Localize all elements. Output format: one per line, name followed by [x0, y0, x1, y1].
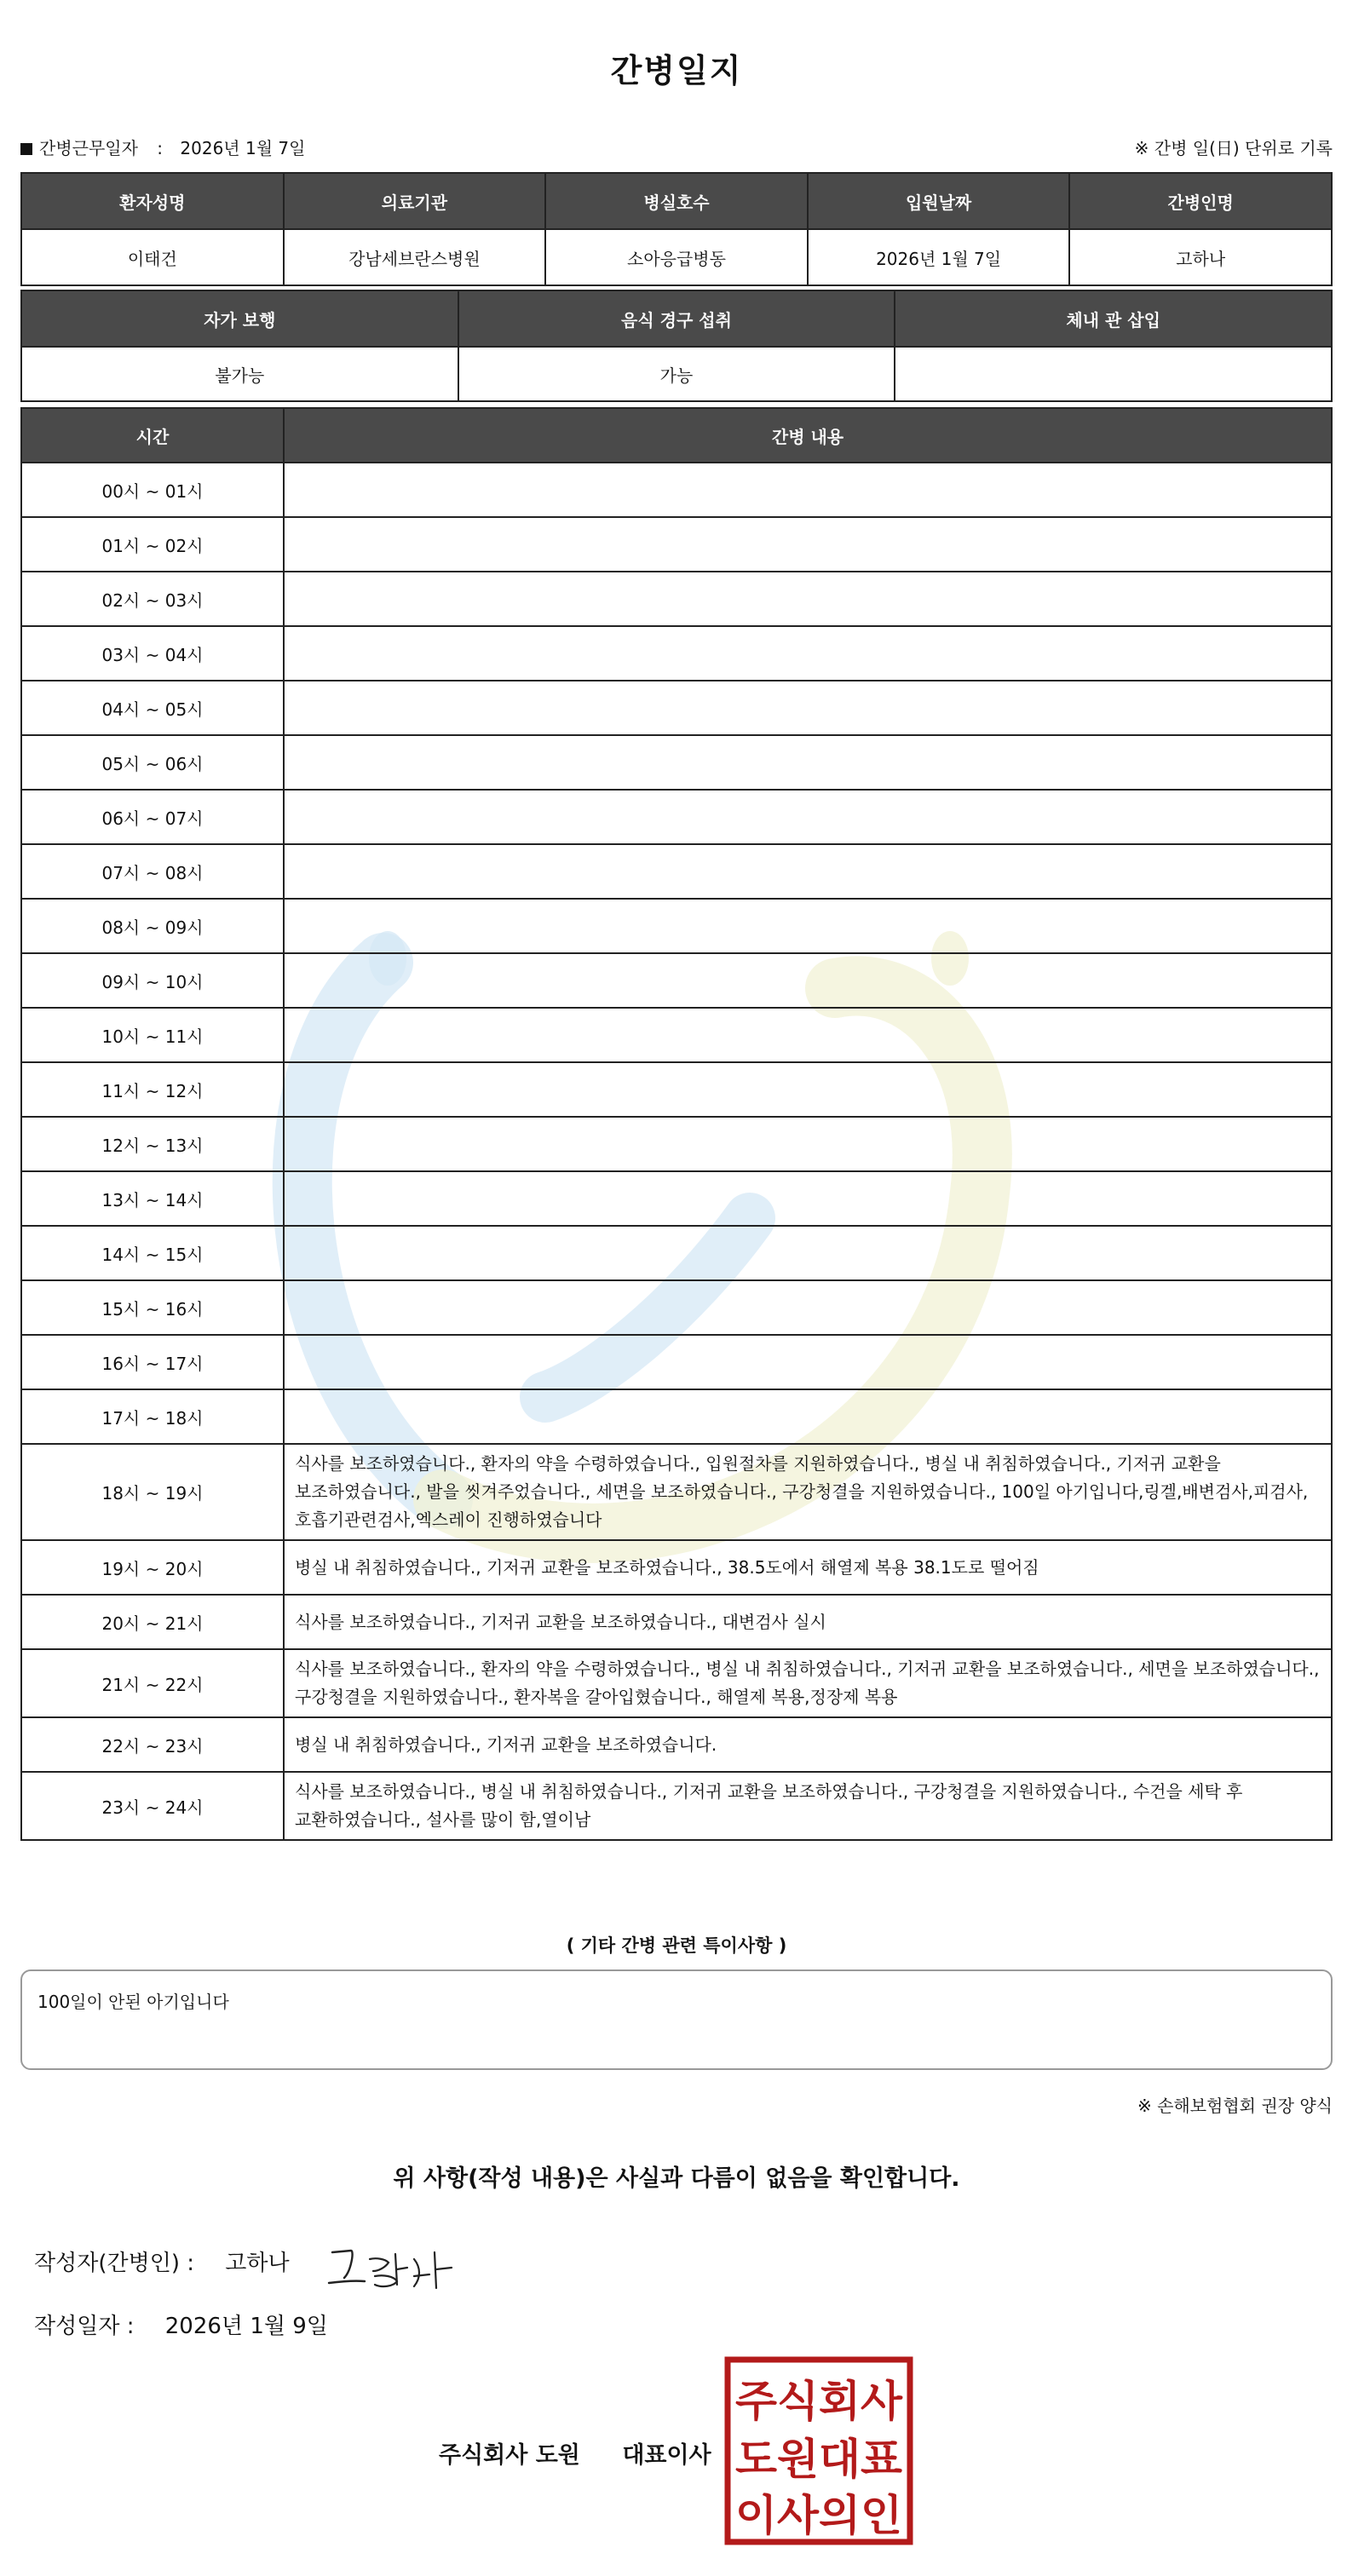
- caregiver-name: 고하나: [1069, 229, 1332, 285]
- log-content-cell: [284, 1389, 1332, 1444]
- log-row: [21, 1171, 1332, 1226]
- tube-insertion-value: [895, 347, 1332, 401]
- room-number: 소아응급병동: [545, 229, 808, 285]
- log-time-cell: 01시 ~ 02시: [21, 517, 284, 572]
- log-content-cell: 식사를 보조하였습니다., 환자의 약을 수령하였습니다., 입원절차를 지원하였습니다., 병실 내 취침하였습니다., 기저귀 교환을 보조하였습니다., 발을 씻겨주었습니다., 세면을 보조하였습니다., 구강청결을 지원하였습니다., 100일 아기입니다,링겔,배변검사,피검사, 호흡기관련검사,엑스레이 진행하였습니다: [284, 1444, 1332, 1540]
- log-content-cell: [284, 1280, 1332, 1335]
- square-bullet-icon: [20, 143, 32, 155]
- log-time-cell: 17시 ~ 18시: [21, 1389, 284, 1444]
- author-name: 고하나: [225, 2251, 290, 2276]
- hospital-name: 강남세브란스병원: [284, 229, 546, 285]
- document-title: 간병일지: [610, 52, 743, 89]
- oral-intake-value: 가능: [458, 347, 895, 401]
- log-content-cell: [284, 626, 1332, 681]
- log-row: [21, 626, 1332, 681]
- work-date-value: 2026년 1월 7일: [180, 138, 306, 158]
- log-row: [21, 1226, 1332, 1280]
- log-row: [21, 1117, 1332, 1171]
- log-row: [21, 1008, 1332, 1062]
- log-time-cell: 15시 ~ 16시: [21, 1280, 284, 1335]
- patient-info-table: [20, 172, 1333, 286]
- log-time-cell: 18시 ~ 19시: [21, 1444, 284, 1540]
- header-hospital: 의료기관: [284, 173, 546, 229]
- log-row: [21, 517, 1332, 572]
- log-content-cell: [284, 735, 1332, 790]
- svg-text:도원대표: 도원대표: [735, 2435, 903, 2484]
- log-time-cell: 20시 ~ 21시: [21, 1595, 284, 1649]
- log-time-cell: 06시 ~ 07시: [21, 790, 284, 844]
- log-time-cell: 19시 ~ 20시: [21, 1540, 284, 1595]
- header-caregiver-name: 간병인명: [1069, 173, 1332, 229]
- log-time-cell: 12시 ~ 13시: [21, 1117, 284, 1171]
- log-time-cell: 09시 ~ 10시: [21, 953, 284, 1008]
- written-date-row: [34, 2309, 328, 2340]
- log-row: [21, 572, 1332, 626]
- log-time-cell: 02시 ~ 03시: [21, 572, 284, 626]
- log-row: [21, 790, 1332, 844]
- log-content-cell: [284, 463, 1332, 517]
- log-row: [21, 1717, 1332, 1772]
- company-signature-line: [439, 2436, 711, 2470]
- log-content-cell: 병실 내 취침하였습니다., 기저귀 교환을 보조하였습니다.: [284, 1717, 1332, 1772]
- log-row: [21, 1335, 1332, 1389]
- log-row: [21, 1540, 1332, 1595]
- admission-date: 2026년 1월 7일: [808, 229, 1070, 285]
- log-content-cell: [284, 790, 1332, 844]
- form-source-note: ※ 손해보험협회 권장 양식: [1137, 2096, 1333, 2116]
- log-row: [21, 953, 1332, 1008]
- log-time-cell: 11시 ~ 12시: [21, 1062, 284, 1117]
- log-content-cell: 병실 내 취침하였습니다., 기저귀 교환을 보조하였습니다., 38.5도에서 해열제 복용 38.1도로 떨어짐: [284, 1540, 1332, 1595]
- log-time-cell: 05시 ~ 06시: [21, 735, 284, 790]
- log-time-cell: 13시 ~ 14시: [21, 1171, 284, 1226]
- log-content-cell: 식사를 보조하였습니다., 병실 내 취침하였습니다., 기저귀 교환을 보조하였습니다., 구강청결을 지원하였습니다., 수건을 세탁 후 교환하였습니다., 설사를 많이 함,열이남: [284, 1772, 1332, 1840]
- header-time: 시간: [21, 408, 284, 463]
- log-content-cell: [284, 572, 1332, 626]
- log-time-cell: 00시 ~ 01시: [21, 463, 284, 517]
- log-content-cell: [284, 1117, 1332, 1171]
- self-walking-value: 불가능: [21, 347, 458, 401]
- header-room: 병실호수: [545, 173, 808, 229]
- log-row: [21, 735, 1332, 790]
- log-row: [21, 1649, 1332, 1717]
- log-content-cell: [284, 1008, 1332, 1062]
- special-notes-box: [20, 1969, 1333, 2070]
- log-content-cell: [284, 899, 1332, 953]
- log-row: [21, 1062, 1332, 1117]
- author-row: [34, 2245, 290, 2277]
- log-content-cell: [284, 1226, 1332, 1280]
- author-label: 작성자(간병인) :: [34, 2251, 195, 2276]
- patient-name: 이태건: [21, 229, 284, 285]
- log-time-cell: 21시 ~ 22시: [21, 1649, 284, 1717]
- header-admission-date: 입원날짜: [808, 173, 1070, 229]
- work-date-row: [20, 135, 305, 159]
- work-date-label: 간병근무일자: [39, 138, 138, 158]
- log-content-cell: 식사를 보조하였습니다., 환자의 약을 수령하였습니다., 병실 내 취침하였습니다., 기저귀 교환을 보조하였습니다., 세면을 보조하였습니다., 구강청결을 지원하였습니다., 환자복을 갈아입혔습니다., 해열제 복용,정장제 복용: [284, 1649, 1332, 1717]
- header-care-content: 간병 내용: [284, 408, 1332, 463]
- log-content-cell: [284, 844, 1332, 899]
- log-content-cell: [284, 1335, 1332, 1389]
- log-content-cell: 식사를 보조하였습니다., 기저귀 교환을 보조하였습니다., 대변검사 실시: [284, 1595, 1332, 1649]
- work-date-separator: :: [157, 138, 164, 158]
- notes-heading: ( 기타 간병 관련 특이사항 ): [566, 1935, 787, 1956]
- log-row: [21, 899, 1332, 953]
- ceo-title: 대표이사: [622, 2442, 711, 2469]
- log-time-cell: 14시 ~ 15시: [21, 1226, 284, 1280]
- log-time-cell: 04시 ~ 05시: [21, 681, 284, 735]
- log-content-cell: [284, 517, 1332, 572]
- patient-condition-table: [20, 290, 1333, 402]
- log-time-cell: 10시 ~ 11시: [21, 1008, 284, 1062]
- log-row: [21, 1444, 1332, 1540]
- log-row: [21, 1389, 1332, 1444]
- log-row: [21, 1772, 1332, 1840]
- log-time-cell: 16시 ~ 17시: [21, 1335, 284, 1389]
- header-self-walking: 자가 보행: [21, 290, 458, 347]
- company-name: 주식회사 도원: [439, 2442, 580, 2469]
- log-row: [21, 681, 1332, 735]
- log-time-cell: 07시 ~ 08시: [21, 844, 284, 899]
- log-time-cell: 08시 ~ 09시: [21, 899, 284, 953]
- handwritten-signature: [325, 2234, 470, 2295]
- log-time-cell: 22시 ~ 23시: [21, 1717, 284, 1772]
- company-seal-stamp: [724, 2356, 913, 2545]
- log-time-cell: 03시 ~ 04시: [21, 626, 284, 681]
- svg-text:이사의인: 이사의인: [735, 2491, 902, 2540]
- log-row: [21, 1280, 1332, 1335]
- written-date-value: 2026년 1월 9일: [164, 2314, 328, 2339]
- svg-text:주식회사: 주식회사: [735, 2377, 903, 2426]
- log-content-cell: [284, 681, 1332, 735]
- header-oral-intake: 음식 경구 섭취: [458, 290, 895, 347]
- log-content-cell: [284, 1171, 1332, 1226]
- special-notes-text: 100일이 안된 아기입니다: [37, 1992, 229, 2012]
- confirmation-statement: 위 사항(작성 내용)은 사실과 다름이 없음을 확인합니다.: [393, 2165, 960, 2192]
- log-time-cell: 23시 ~ 24시: [21, 1772, 284, 1840]
- unit-note: ※ 간병 일(日) 단위로 기록: [1134, 138, 1333, 158]
- log-row: [21, 463, 1332, 517]
- written-date-label: 작성일자 :: [34, 2314, 135, 2339]
- log-content-cell: [284, 953, 1332, 1008]
- header-patient-name: 환자성명: [21, 173, 284, 229]
- log-content-cell: [284, 1062, 1332, 1117]
- care-log-table: [20, 407, 1333, 1841]
- header-tube-insertion: 체내 관 삽입: [895, 290, 1332, 347]
- log-row: [21, 844, 1332, 899]
- log-row: [21, 1595, 1332, 1649]
